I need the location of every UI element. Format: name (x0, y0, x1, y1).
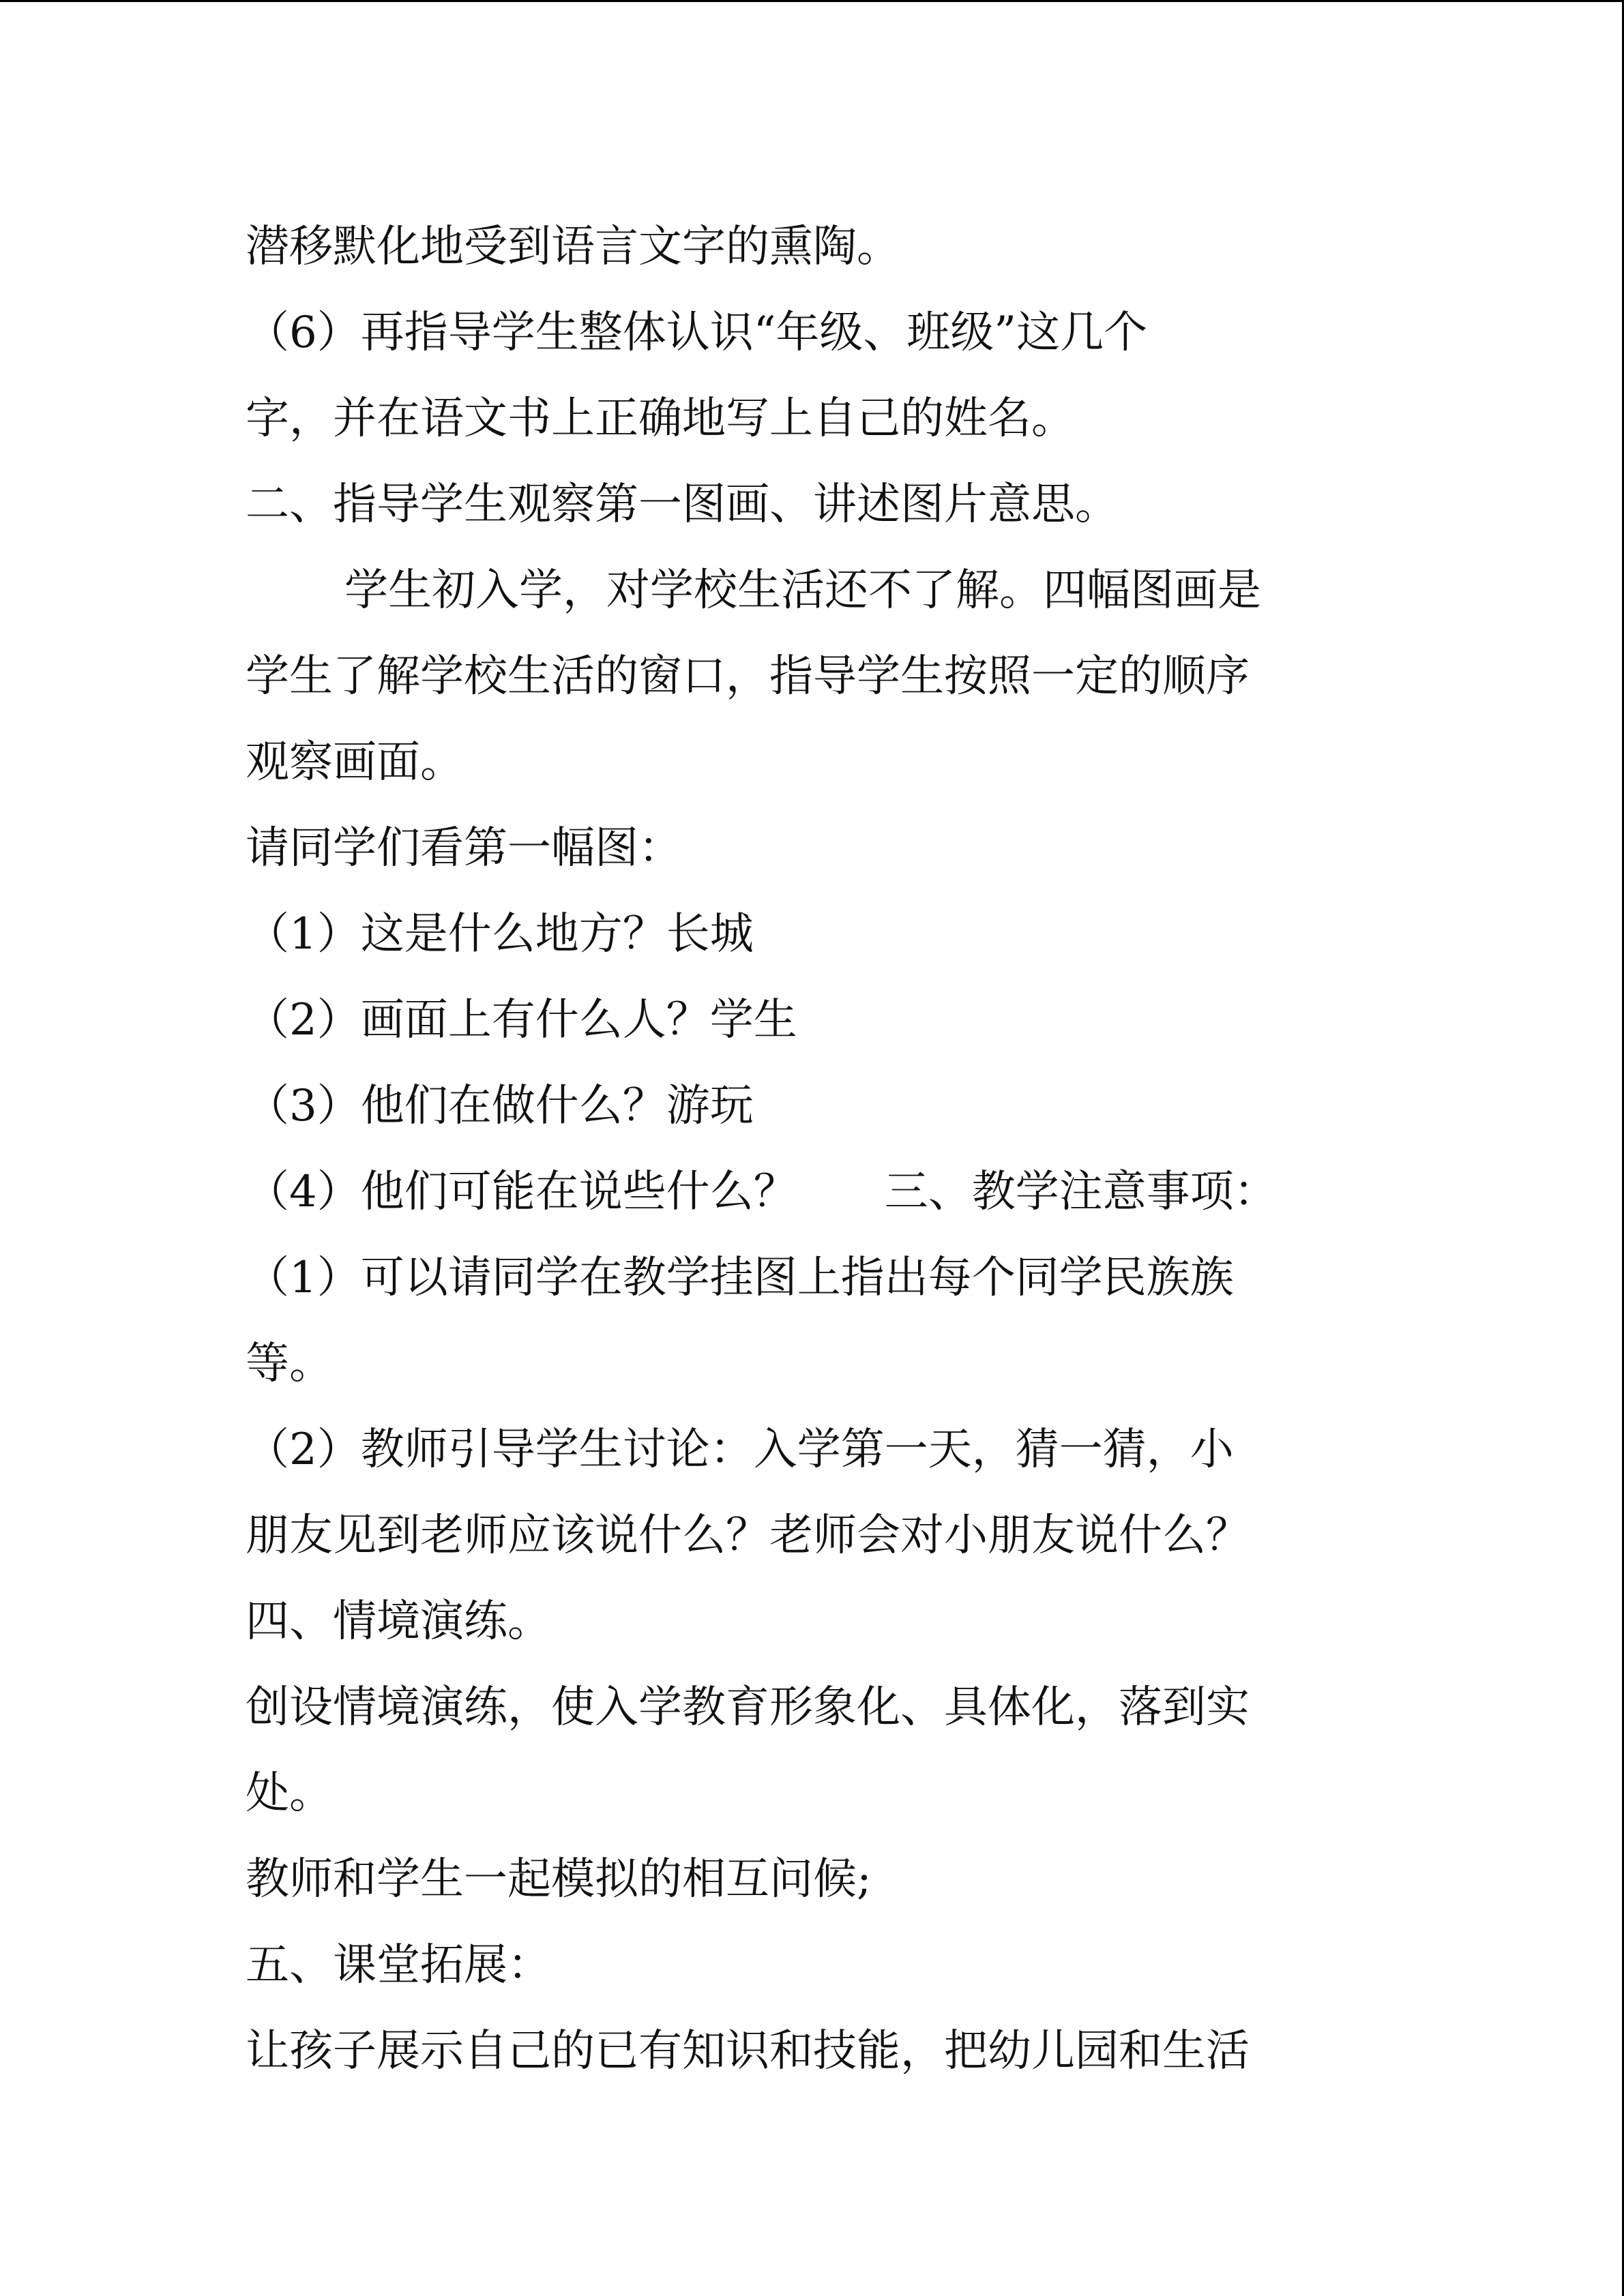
paragraph-first-line: 学生初入学，对学校生活还不了解。四幅图画是 (344, 565, 1261, 616)
section-heading-2: 二、指导学生观察第一图画、讲述图片意思。 (246, 479, 1119, 530)
text-line: 观察画面。 (246, 737, 464, 788)
question-item: （3）他们在做什么？游玩 (246, 1081, 754, 1131)
text-line: 创设情境演练，使入学教育形象化、具体化，落到实 (246, 1682, 1250, 1733)
document-body (246, 204, 1385, 2094)
section-heading-5: 五、课堂拓展： (246, 1940, 551, 1991)
text-line: 朋友见到老师应该说什么？老师会对小朋友说什么？ (246, 1510, 1250, 1561)
question-item: （4）他们可能在说些什么？ 三、教学注意事项： (246, 1167, 1278, 1217)
section-heading-4: 四、情境演练。 (246, 1596, 551, 1647)
question-item: （2）画面上有什么人？学生 (246, 995, 797, 1045)
note-item: （2）教师引导学生讨论：入学第一天，猜一猜，小 (246, 1425, 1234, 1475)
text-line: 让孩子展示自己的已有知识和技能，把幼儿园和生活 (246, 2026, 1250, 2076)
text-line: （6）再指导学生整体认识“年级、班级”这几个 (246, 308, 1148, 358)
text-line: 处。 (246, 1768, 333, 1819)
text-line: 等。 (246, 1339, 333, 1389)
text-line: 字，并在语文书上正确地写上自己的姓名。 (246, 393, 1075, 444)
question-item: （1）这是什么地方？长城 (246, 909, 754, 959)
note-item: （1）可以请同学在教学挂图上指出每个同学民族族 (246, 1253, 1234, 1303)
text-line: 学生了解学校生活的窗口，指导学生按照一定的顺序 (246, 651, 1250, 702)
text-line: 教师和学生一起模拟的相互问候; (246, 1854, 872, 1905)
text-line: 请同学们看第一幅图： (246, 823, 682, 874)
text-line: 潜移默化地受到语言文字的熏陶。 (246, 222, 900, 272)
